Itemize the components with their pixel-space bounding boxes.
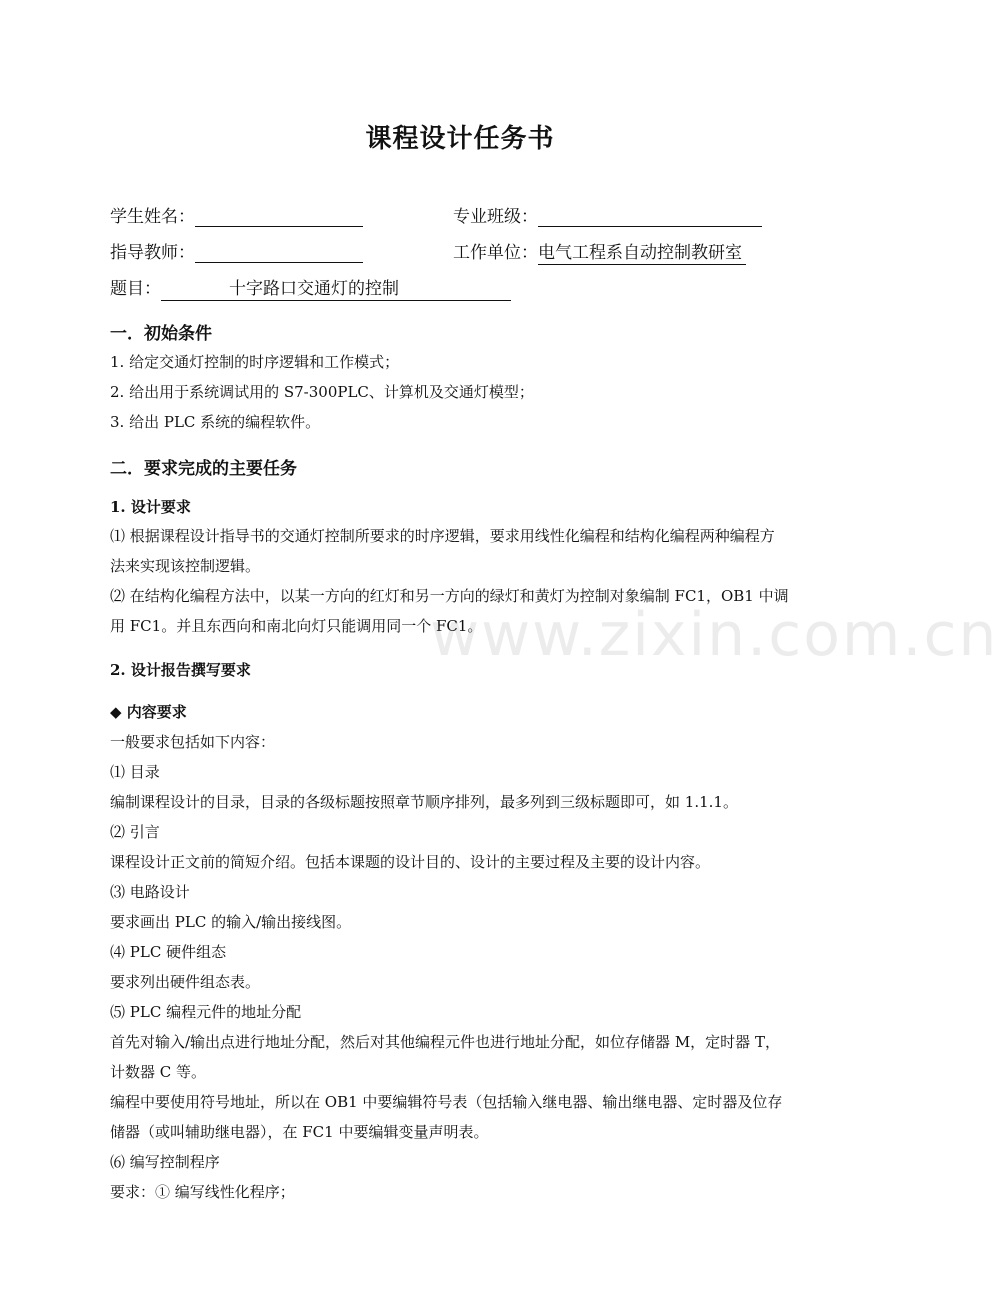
section1-item-2: 2. 给出用于系统调试用的 S7-300PLC、计算机及交通灯模型； xyxy=(110,383,534,401)
section1-item-3: 3. 给出 PLC 系统的编程软件。 xyxy=(110,413,321,431)
content-line-6: ⑶ 电路设计 xyxy=(110,883,190,901)
content-line-8: ⑷ PLC 硬件组态 xyxy=(110,943,227,961)
section2-heading: 二．要求完成的主要任务 xyxy=(110,459,297,479)
section1-heading: 一．初始条件 xyxy=(110,324,212,344)
student-name-blank[interactable] xyxy=(195,206,363,227)
content-line-10: ⑸ PLC 编程元件的地址分配 xyxy=(110,1003,302,1021)
report-requirements-heading: 2. 设计报告撰写要求 xyxy=(110,661,251,679)
advisor-field xyxy=(110,238,363,263)
content-line-16: 要求：① 编写线性化程序； xyxy=(110,1183,295,1201)
design-req-line-4: 用 FC1。并且东西向和南北向灯只能调用同一个 FC1。 xyxy=(110,617,483,635)
topic-label: 题目： xyxy=(110,279,161,299)
content-line-11: 首先对输入/输出点进行地址分配，然后对其他编程元件也进行地址分配，如位存储器 M，定时器 T， xyxy=(110,1033,780,1051)
student-name-label: 学生姓名： xyxy=(110,207,195,227)
content-line-4: ⑵ 引言 xyxy=(110,823,160,841)
content-line-15: ⑹ 编写控制程序 xyxy=(110,1153,220,1171)
content-line-3: 编制课程设计的目录，目录的各级标题按照章节顺序排列，最多列到三级标题即可，如 1.1.1。 xyxy=(110,793,738,811)
unit-field xyxy=(453,238,746,263)
document-title: 课程设计任务书 xyxy=(365,124,555,154)
topic-value: 十字路口交通灯的控制 xyxy=(161,274,511,301)
content-line-9: 要求列出硬件组态表。 xyxy=(110,973,261,991)
content-line-1: 一般要求包括如下内容： xyxy=(110,733,276,751)
student-name-field xyxy=(110,202,363,227)
content-line-2: ⑴ 目录 xyxy=(110,763,160,781)
unit-value: 电气工程系自动控制教研室 xyxy=(538,243,746,265)
content-line-14: 储器（或叫辅助继电器），在 FC1 中要编辑变量声明表。 xyxy=(110,1123,489,1141)
content-line-13: 编程中要使用符号地址，所以在 OB1 中要编辑符号表（包括输入继电器、输出继电器、定时器及位存 xyxy=(110,1093,783,1111)
watermark: www.zixin.com.cn xyxy=(430,600,998,670)
content-line-12: 计数器 C 等。 xyxy=(110,1063,207,1081)
class-field xyxy=(453,202,762,227)
content-line-5: 课程设计正文前的简短介绍。包括本课题的设计目的、设计的主要过程及主要的设计内容。 xyxy=(110,853,711,871)
class-blank[interactable] xyxy=(538,206,762,227)
class-label: 专业班级： xyxy=(453,207,538,227)
advisor-blank[interactable] xyxy=(195,242,363,263)
design-req-line-3: ⑵ 在结构化编程方法中，以某一方向的红灯和另一方向的绿灯和黄灯为控制对象编制 FC1，OB1 中调 xyxy=(110,587,789,605)
design-req-line-2: 法来实现该控制逻辑。 xyxy=(110,557,261,575)
design-req-line-1: ⑴ 根据课程设计指导书的交通灯控制所要求的时序逻辑，要求用线性化编程和结构化编程两种编程方 xyxy=(110,527,775,545)
section1-item-1: 1. 给定交通灯控制的时序逻辑和工作模式； xyxy=(110,353,400,371)
topic-field xyxy=(110,274,511,301)
design-requirements-heading: 1. 设计要求 xyxy=(110,498,191,516)
content-line-7: 要求画出 PLC 的输入/输出接线图。 xyxy=(110,913,352,931)
content-requirements-heading: ◆ 内容要求 xyxy=(110,703,187,721)
advisor-label: 指导教师： xyxy=(110,243,195,263)
unit-label: 工作单位： xyxy=(453,243,538,263)
